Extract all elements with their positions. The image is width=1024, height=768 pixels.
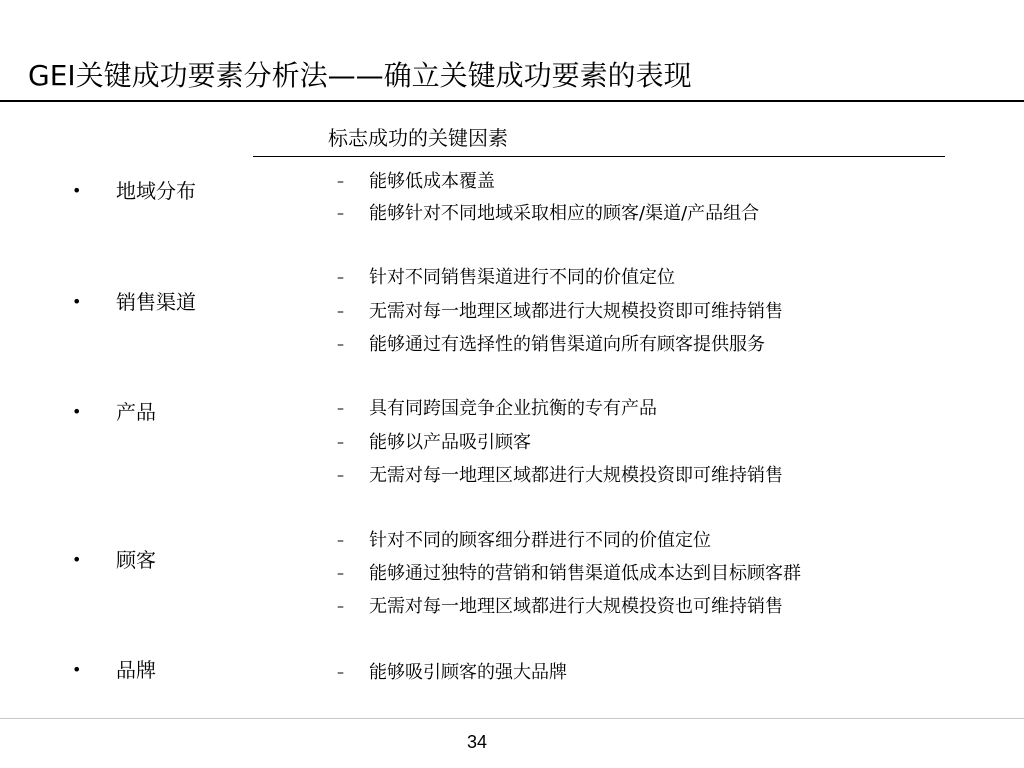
- dash-icon: –: [337, 566, 344, 582]
- category-label: 地域分布: [116, 179, 196, 203]
- bullet-icon: •: [72, 660, 82, 679]
- factor-item: [337, 463, 783, 489]
- factor-text: 能够通过独特的营销和销售渠道低成本达到目标顾客群: [369, 563, 801, 584]
- factor-item: [337, 396, 657, 422]
- bullet-icon: •: [72, 181, 82, 200]
- factor-text: 能够吸引顾客的强大品牌: [369, 662, 567, 683]
- dash-icon: –: [337, 270, 344, 286]
- dash-icon: –: [337, 174, 344, 190]
- column-header: 标志成功的关键因素: [328, 126, 508, 150]
- dash-icon: –: [337, 401, 344, 417]
- factor-item: [337, 299, 783, 325]
- factor-item: [337, 594, 783, 620]
- factor-text: 针对不同的顾客细分群进行不同的价值定位: [369, 530, 711, 551]
- column-header-divider: [253, 156, 945, 157]
- factor-text: 能够针对不同地域采取相应的顾客/渠道/产品组合: [369, 203, 760, 224]
- factor-item: [337, 430, 531, 456]
- factor-item: [337, 265, 675, 291]
- dash-icon: –: [337, 337, 344, 353]
- bullet-icon: •: [72, 292, 82, 311]
- factor-text: 无需对每一地理区域都进行大规模投资也可维持销售: [369, 596, 783, 617]
- category-item: [72, 656, 156, 684]
- factor-item: [337, 169, 495, 195]
- title-divider: [0, 100, 1024, 102]
- category-label: 产品: [116, 400, 156, 424]
- dash-icon: –: [337, 599, 344, 615]
- factor-text: 无需对每一地理区域都进行大规模投资即可维持销售: [369, 301, 783, 322]
- footer-divider: [0, 718, 1024, 719]
- factor-item: [337, 561, 801, 587]
- factor-text: 能够以产品吸引顾客: [369, 432, 531, 453]
- factor-item: [337, 332, 765, 358]
- factor-text: 无需对每一地理区域都进行大规模投资即可维持销售: [369, 465, 783, 486]
- dash-icon: –: [337, 206, 344, 222]
- category-label: 品牌: [116, 658, 156, 682]
- dash-icon: –: [337, 468, 344, 484]
- slide-title: GEI关键成功要素分析法——确立关键成功要素的表现: [28, 59, 692, 92]
- dash-icon: –: [337, 304, 344, 320]
- factor-item: [337, 528, 711, 554]
- factor-text: 能够通过有选择性的销售渠道向所有顾客提供服务: [369, 334, 765, 355]
- factor-text: 针对不同销售渠道进行不同的价值定位: [369, 267, 675, 288]
- dash-icon: –: [337, 665, 344, 681]
- bullet-icon: •: [72, 550, 82, 569]
- category-label: 顾客: [116, 548, 156, 572]
- factor-text: 能够低成本覆盖: [369, 171, 495, 192]
- category-label: 销售渠道: [116, 290, 196, 314]
- factor-text: 具有同跨国竞争企业抗衡的专有产品: [369, 398, 657, 419]
- factor-item: [337, 201, 759, 227]
- category-item: [72, 288, 196, 316]
- category-item: [72, 177, 196, 205]
- category-item: [72, 398, 156, 426]
- category-item: [72, 546, 156, 574]
- factor-item: [337, 660, 567, 686]
- dash-icon: –: [337, 435, 344, 451]
- dash-icon: –: [337, 533, 344, 549]
- page-number: 34: [466, 732, 488, 752]
- bullet-icon: •: [72, 402, 82, 421]
